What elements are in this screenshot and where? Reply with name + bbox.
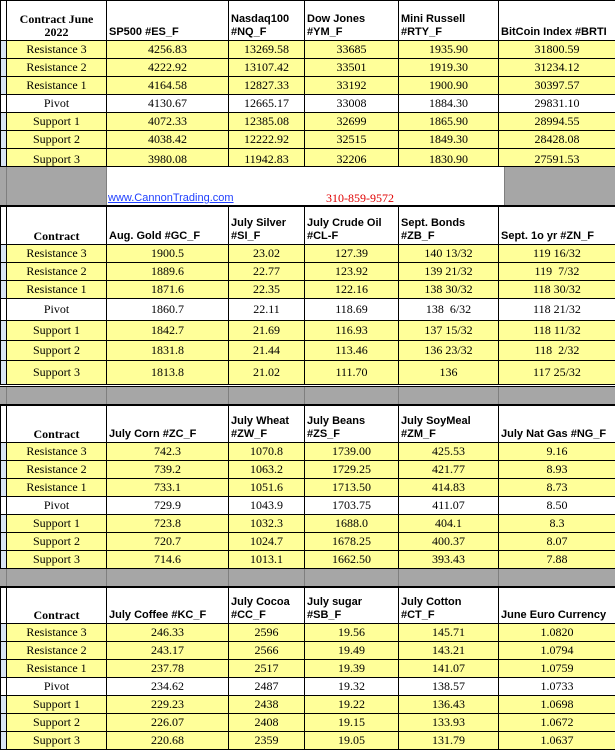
level-value: 22.35 (229, 281, 305, 299)
level-row (1, 95, 615, 113)
level-value: 2487 (229, 678, 305, 696)
levels-table (0, 206, 615, 385)
level-value: 22.11 (229, 299, 305, 321)
level-value: 1831.8 (107, 341, 229, 361)
level-value: 1900.90 (399, 77, 499, 95)
level-value: 9.16 (499, 443, 615, 461)
level-value: 1.0733 (499, 678, 615, 696)
level-row (1, 341, 615, 361)
level-value: 4222.92 (107, 59, 229, 77)
level-value: 8.07 (499, 533, 615, 551)
level-value: 123.92 (305, 263, 399, 281)
level-value: 136.43 (399, 696, 499, 714)
level-value: 1713.50 (305, 479, 399, 497)
level-row (1, 443, 615, 461)
level-value: 19.39 (305, 660, 399, 678)
level-value: 1024.7 (229, 533, 305, 551)
column-header: July Cotton #CT_F (399, 588, 499, 624)
column-header: Sept. Bonds #ZB_F (399, 207, 499, 245)
level-label: Support 1 (7, 696, 107, 714)
level-value: 19.15 (305, 714, 399, 732)
level-value: 138 6/32 (399, 299, 499, 321)
level-value: 1900.5 (107, 245, 229, 263)
level-row (1, 696, 615, 714)
level-value: 404.1 (399, 515, 499, 533)
level-value: 1662.50 (305, 551, 399, 569)
level-label: Support 3 (7, 361, 107, 385)
level-value: 1889.6 (107, 263, 229, 281)
level-value: 1849.30 (399, 131, 499, 149)
contract-header: Contract (7, 207, 107, 245)
level-row (1, 624, 615, 642)
level-value: 21.02 (229, 361, 305, 385)
level-value: 411.07 (399, 497, 499, 515)
level-value: 226.07 (107, 714, 229, 732)
level-row (1, 660, 615, 678)
level-value: 12827.33 (229, 77, 305, 95)
level-value: 1051.6 (229, 479, 305, 497)
level-value: 33501 (305, 59, 399, 77)
level-value: 122.16 (305, 281, 399, 299)
level-value: 2408 (229, 714, 305, 732)
column-header: Aug. Gold #GC_F (107, 207, 229, 245)
level-value: 19.22 (305, 696, 399, 714)
level-value: 19.56 (305, 624, 399, 642)
level-value: 33192 (305, 77, 399, 95)
level-value: 145.71 (399, 624, 499, 642)
level-value: 32699 (305, 113, 399, 131)
level-value: 119 7/32 (499, 263, 615, 281)
level-value: 12222.92 (229, 131, 305, 149)
level-row (1, 113, 615, 131)
column-header: July Silver #SI_F (229, 207, 305, 245)
level-value: 1842.7 (107, 321, 229, 341)
level-value: 113.46 (305, 341, 399, 361)
level-value: 8.73 (499, 479, 615, 497)
column-header: July Beans #ZS_F (305, 406, 399, 443)
level-row (1, 461, 615, 479)
level-value: 21.44 (229, 341, 305, 361)
levels-table (0, 587, 615, 750)
level-row (1, 714, 615, 732)
level-value: 1830.90 (399, 149, 499, 171)
header-row (1, 588, 615, 624)
level-row (1, 361, 615, 385)
level-value: 1678.25 (305, 533, 399, 551)
level-value: 19.49 (305, 642, 399, 660)
level-value: 723.8 (107, 515, 229, 533)
level-value: 139 21/32 (399, 263, 499, 281)
level-value: 246.33 (107, 624, 229, 642)
level-value: 1919.30 (399, 59, 499, 77)
level-value: 8.93 (499, 461, 615, 479)
level-row (1, 732, 615, 750)
level-value: 31800.59 (499, 41, 615, 59)
level-value: 127.39 (305, 245, 399, 263)
level-row (1, 551, 615, 569)
level-value: 21.69 (229, 321, 305, 341)
level-value: 138 30/32 (399, 281, 499, 299)
level-value: 118 2/32 (499, 341, 615, 361)
level-label: Support 1 (7, 321, 107, 341)
level-value: 12665.17 (229, 95, 305, 113)
level-value: 11942.83 (229, 149, 305, 171)
level-value: 421.77 (399, 461, 499, 479)
column-header: Dow Jones #YM_F (305, 1, 399, 41)
level-label: Resistance 3 (7, 443, 107, 461)
separator-band (0, 568, 615, 587)
level-value: 116.93 (305, 321, 399, 341)
column-header: Sept. 1o yr #ZN_F (499, 207, 615, 245)
levels-table (0, 0, 615, 171)
level-value: 30397.57 (499, 77, 615, 95)
level-label: Support 2 (7, 714, 107, 732)
level-value: 19.05 (305, 732, 399, 750)
level-value: 1063.2 (229, 461, 305, 479)
level-value: 22.77 (229, 263, 305, 281)
level-value: 118 21/32 (499, 299, 615, 321)
level-value: 143.21 (399, 642, 499, 660)
website-link[interactable]: www.CannonTrading.com (108, 192, 234, 204)
separator-band (0, 386, 615, 405)
column-header: June Euro Currency (499, 588, 615, 624)
column-header: July sugar #SB_F (305, 588, 399, 624)
level-value: 2566 (229, 642, 305, 660)
level-row (1, 533, 615, 551)
level-value: 117 25/32 (499, 361, 615, 385)
separator-band (0, 166, 615, 206)
level-label: Resistance 2 (7, 642, 107, 660)
level-value: 393.43 (399, 551, 499, 569)
level-value: 1043.9 (229, 497, 305, 515)
level-label: Pivot (7, 497, 107, 515)
level-value: 136 23/32 (399, 341, 499, 361)
level-value: 27591.53 (499, 149, 615, 171)
levels-table (0, 405, 615, 569)
level-value: 111.70 (305, 361, 399, 385)
contract-header: Contract June 2022 (7, 1, 107, 41)
level-value: 400.37 (399, 533, 499, 551)
level-value: 29831.10 (499, 95, 615, 113)
level-value: 1.0794 (499, 642, 615, 660)
level-label: Pivot (7, 678, 107, 696)
level-value: 1.0698 (499, 696, 615, 714)
level-value: 1703.75 (305, 497, 399, 515)
column-header: July Cocoa #CC_F (229, 588, 305, 624)
column-header: July Wheat #ZW_F (229, 406, 305, 443)
level-value: 118 11/32 (499, 321, 615, 341)
level-value: 141.07 (399, 660, 499, 678)
level-value: 714.6 (107, 551, 229, 569)
level-row (1, 299, 615, 321)
level-label: Resistance 2 (7, 263, 107, 281)
level-value: 13107.42 (229, 59, 305, 77)
level-row (1, 59, 615, 77)
level-row (1, 515, 615, 533)
level-value: 133.93 (399, 714, 499, 732)
level-label: Resistance 3 (7, 245, 107, 263)
level-row (1, 642, 615, 660)
column-header: SP500 #ES_F (107, 1, 229, 41)
level-value: 8.50 (499, 497, 615, 515)
level-value: 4038.42 (107, 131, 229, 149)
level-value: 1.0759 (499, 660, 615, 678)
column-header: July SoyMeal #ZM_F (399, 406, 499, 443)
level-value: 138.57 (399, 678, 499, 696)
level-value: 1013.1 (229, 551, 305, 569)
level-label: Resistance 2 (7, 59, 107, 77)
level-label: Pivot (7, 299, 107, 321)
column-header: July Coffee #KC_F (107, 588, 229, 624)
level-row (1, 77, 615, 95)
level-value: 28994.55 (499, 113, 615, 131)
level-value: 8.3 (499, 515, 615, 533)
level-value: 733.1 (107, 479, 229, 497)
level-label: Support 3 (7, 551, 107, 569)
level-value: 2517 (229, 660, 305, 678)
level-label: Resistance 2 (7, 461, 107, 479)
level-value: 1688.0 (305, 515, 399, 533)
level-value: 2438 (229, 696, 305, 714)
level-row (1, 281, 615, 299)
level-value: 234.62 (107, 678, 229, 696)
level-value: 19.32 (305, 678, 399, 696)
level-value: 1935.90 (399, 41, 499, 59)
level-label: Support 1 (7, 515, 107, 533)
column-header: July Corn #ZC_F (107, 406, 229, 443)
level-row (1, 131, 615, 149)
level-label: Resistance 1 (7, 281, 107, 299)
level-value: 2359 (229, 732, 305, 750)
level-value: 32206 (305, 149, 399, 171)
level-label: Pivot (7, 95, 107, 113)
level-value: 243.17 (107, 642, 229, 660)
level-value: 414.83 (399, 479, 499, 497)
level-value: 119 16/32 (499, 245, 615, 263)
level-value: 28428.08 (499, 131, 615, 149)
level-value: 12385.08 (229, 113, 305, 131)
level-label: Support 2 (7, 341, 107, 361)
level-value: 2596 (229, 624, 305, 642)
level-row (1, 479, 615, 497)
level-value: 720.7 (107, 533, 229, 551)
level-value: 1871.6 (107, 281, 229, 299)
contract-header: Contract (7, 406, 107, 443)
level-row (1, 497, 615, 515)
level-value: 136 (399, 361, 499, 385)
level-row (1, 678, 615, 696)
level-value: 1860.7 (107, 299, 229, 321)
level-label: Support 3 (7, 149, 107, 171)
level-value: 1070.8 (229, 443, 305, 461)
level-value: 33685 (305, 41, 399, 59)
level-label: Resistance 1 (7, 479, 107, 497)
header-row (1, 406, 615, 443)
level-value: 118.69 (305, 299, 399, 321)
level-label: Resistance 1 (7, 660, 107, 678)
level-row (1, 41, 615, 59)
level-label: Support 3 (7, 732, 107, 750)
header-row (1, 207, 615, 245)
level-value: 33008 (305, 95, 399, 113)
level-value: 13269.58 (229, 41, 305, 59)
level-value: 220.68 (107, 732, 229, 750)
level-value: 4256.83 (107, 41, 229, 59)
level-value: 229.23 (107, 696, 229, 714)
level-label: Resistance 3 (7, 624, 107, 642)
level-value: 4130.67 (107, 95, 229, 113)
level-value: 1813.8 (107, 361, 229, 385)
level-value: 4164.58 (107, 77, 229, 95)
level-value: 118 30/32 (499, 281, 615, 299)
header-row (1, 1, 615, 41)
level-label: Support 2 (7, 533, 107, 551)
level-value: 4072.33 (107, 113, 229, 131)
level-value: 1.0820 (499, 624, 615, 642)
level-value: 23.02 (229, 245, 305, 263)
level-value: 7.88 (499, 551, 615, 569)
level-row (1, 245, 615, 263)
level-label: Support 2 (7, 131, 107, 149)
level-label: Support 1 (7, 113, 107, 131)
level-value: 237.78 (107, 660, 229, 678)
level-value: 1865.90 (399, 113, 499, 131)
level-value: 131.79 (399, 732, 499, 750)
level-value: 1.0637 (499, 732, 615, 750)
phone-number: 310-859-9572 (326, 191, 394, 206)
level-value: 31234.12 (499, 59, 615, 77)
level-value: 1.0672 (499, 714, 615, 732)
contract-header: Contract (7, 588, 107, 624)
column-header: BitCoin Index #BRTI (499, 1, 615, 41)
level-value: 3980.08 (107, 149, 229, 171)
level-label: Resistance 1 (7, 77, 107, 95)
level-label: Resistance 3 (7, 41, 107, 59)
level-value: 140 13/32 (399, 245, 499, 263)
level-value: 1739.00 (305, 443, 399, 461)
level-value: 32515 (305, 131, 399, 149)
level-row (1, 321, 615, 341)
level-value: 425.53 (399, 443, 499, 461)
level-value: 739.2 (107, 461, 229, 479)
column-header: July Nat Gas #NG_F (499, 406, 615, 443)
level-value: 1884.30 (399, 95, 499, 113)
level-value: 742.3 (107, 443, 229, 461)
column-header: July Crude Oil #CL-F (305, 207, 399, 245)
level-value: 137 15/32 (399, 321, 499, 341)
level-value: 1729.25 (305, 461, 399, 479)
column-header: Mini Russell #RTY_F (399, 1, 499, 41)
level-row (1, 263, 615, 281)
column-header: Nasdaq100 #NQ_F (229, 1, 305, 41)
level-value: 1032.3 (229, 515, 305, 533)
level-value: 729.9 (107, 497, 229, 515)
